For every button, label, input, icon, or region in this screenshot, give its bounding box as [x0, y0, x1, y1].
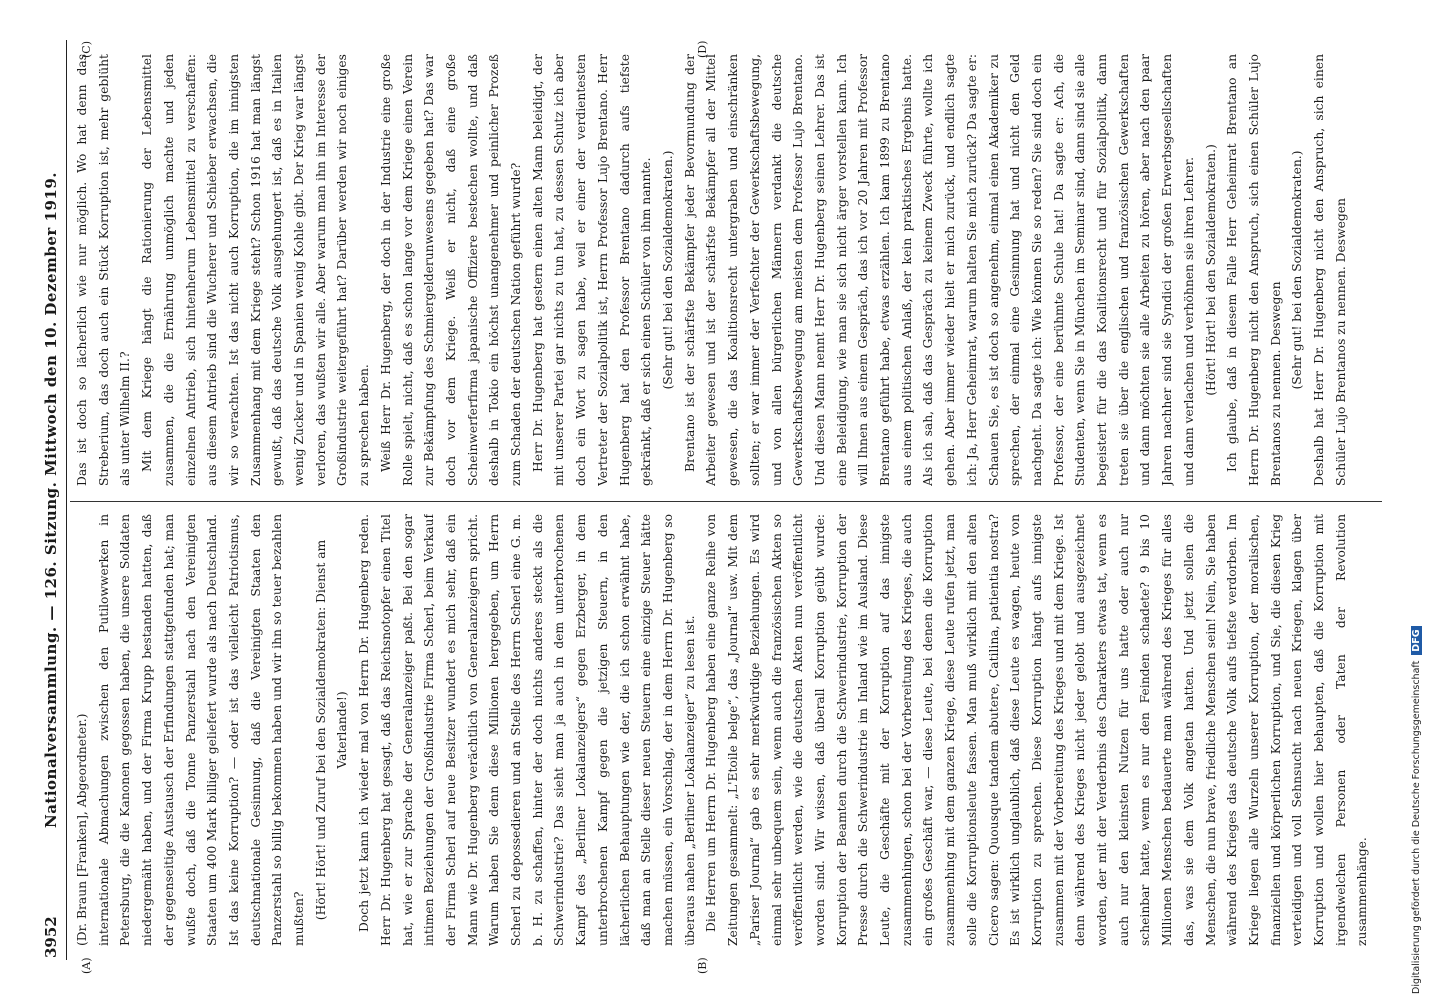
margin-marker-c: (C): [80, 41, 93, 58]
paragraph: Die Herren um Herrn Dr. Hugenberg haben eine ganze Reihe von Zeitungen gesammelt: „L'Etoile belge“, das „Journal“ usw. Mit dem „Pariser Journal“ gab es sehr merkwürdige Beziehungen. Es wird einmal sehr unbequem sein, wenn auch die französischen Akten so veröffentlicht werden, wie die deutschen Akten nun veröffentlicht worden sind. Wir wissen, daß überall Korruption geübt wurde: Korruption der Beamten durch die Schwerindustrie, Korruption der Presse durch die Schwerindustrie im Inland wie im Ausland. Diese Leute, die Geschäfte mit der Korruption auf das innigste zusammenhingen, schon bei der Vorbereitung des Krieges, die auch ein großes Geschäft war, — diese Leute, bei denen die Korruption zusammenhing mit dem ganzen Kriege, diese Leute rufen jetzt, man solle die Korruptionsleute fassen. Man muß wirklich mit den alten Cicero sagen: Quousque tandem abutere, Catilina, patientia nostra? Es ist wirklich unglaublich, daß diese Leute es wagen, heute von Korruption zu sprechen. Diese Korruption hängt aufs innigste zusammen mit der Vorbereitung des Krieges und mit dem Kriege. Ist denn während des Krieges nicht jeder gelobt und ausgezeichnet worden, der mit der Verderbnis des Charakters etwas tat, wenn es auch nur den kleinsten Nutzen für uns hatte oder auch nur scheinbar hatte, wenn es nur den Feinden schadete? 9 bis 10 Millionen Menschen bedauerte man während des Krieges für alles das, was sie dem Volk angetan hatten. Und jetzt sollen die Menschen, die nun brave, friedliche Menschen sein! Nein, Sie haben während des Krieges das deutsche Volk aufs tiefste verdorben. Im Kriege liegen alle Wurzeln unserer Korruption, der moralischen, finanziellen und körperlichen Korruption, und Sie, die diesen Krieg verteidigen und voll Sehnsucht nach neuen Kriegen, klagen über Korruption und wollen hier behaupten, daß die Korruption mit irgendwelchen Personen oder Taten der Revolution zusammenhänge.: [704, 514, 1370, 946]
paragraph: Weiß Herr Dr. Hugenberg, der doch in der Industrie eine große Rolle spielt, nicht, daß es schon lange vor dem Kriege einen Verein zur Bekämpfung des Schmiergelderunwesens gegeben hat? Das war doch vor dem Kriege. Weiß er nicht, daß eine große Scheinwerferfirma japanische Offiziere bestechen wollte, und daß deshalb in Tokio ein höchst unangenehmer und peinlicher Prozeß zum Schaden der deutschen Nation geführt wurde?: [378, 54, 524, 486]
right-column: [72, 54, 1378, 486]
paragraph: Deshalb hat Herr Dr. Hugenberg nicht den Anspruch, sich einen Schüler Lujo Brentanos zu nennen. Deswegen: [1312, 54, 1348, 486]
digitization-note-text: Digitalisierung gefördert durch die Deutsche Forschungsgemeinschaft: [1411, 660, 1422, 994]
page-number: 3952: [42, 916, 60, 958]
interjection: (Hört! Hört! und Zuruf bei den Sozialdemokraten: Dienst am Vaterlande!): [313, 539, 350, 921]
interjection: (Sehr gut! bei den Sozialdemokraten.): [660, 150, 675, 390]
paragraph: Mit dem Kriege hängt die Rationierung der Lebensmittel zusammen, die die Ernährung unmöglich machte und jeden einzelnen Antrieb, sich hintenherum Lebensmittel zu verschaffen: aus diesem Antrieb sind die Wucherer und Schieber erwachsen, die wir so verachten. Ist das nicht auch Korruption, die im innigsten Zusammenhang mit dem Kriege steht? Schon 1916 hat man längst gewußt, daß das deutsche Volk ausgehungert ist, daß es in Italien wenig Zucker und in Spanien wenig Kohle gibt. Der Krieg war längst verloren, das wußten wir alle. Aber warum man ihn im Interesse der Großindustrie weitergeführt hat? Darüber werden wir noch einiges zu sprechen haben.: [140, 54, 372, 486]
column-divider: [70, 501, 1382, 502]
page-header: [36, 40, 67, 960]
document-page: [36, 40, 1396, 974]
interjection: (Hört! Hört! bei den Sozialdemokraten.): [1203, 144, 1218, 396]
margin-marker-a: (A): [80, 957, 93, 974]
paragraph: Doch jetzt kann ich wieder mal von Herrn Dr. Hugenberg reden. Herr Dr. Hugenberg hat gesagt, daß das Reichsnotopfer einen Titel hat, wie er zur Sprache der Generalanzeiger paßt. Bei den sogar intimen Beziehungen der Großindustrie Firma Scherl, beim Verkauf der Firma Scherl auf neue Besitzer wundert es mich sehr, daß ein Mann wie Dr. Hugenberg verächtlich von Generalanzeigern spricht. Warum haben Sie denn diese Millionen hergegeben, um Herrn Scherl zu depossedieren und an Stelle des Herrn Scherl eine G. m. b. H. zu schaffen, hinter der doch nichts anderes steckt als die Schwerindustrie? Das sieht man ja auch in dem unterbrochenen Kampf des „Berliner Lokalanzeigers“ gegen Erzberger, in dem unterbrochenen Kampf gegen die jetzigen Steuern, in den lächerlichen Behauptungen wie der, die ich schon erwähnt habe, daß man an Stelle dieser neuen Steuern eine einzige Steuer hätte machen müssen, ein Vorschlag, der in dem Herrn Dr. Hugenberg so überaus nahen „Berliner Lokalanzeiger“ zu lesen ist.: [357, 514, 697, 946]
margin-marker-d: (D): [696, 40, 709, 58]
paragraph: internationale Abmachungen zwischen den Putilowwerken in Petersburg, die die Kanonen gegossen haben, die unsere Soldaten niedergemäht haben, und der Firma Krupp bestanden hatten, daß der gegenseitige Austausch der Erfindungen stattgefunden hat; man wußte doch, daß die Tonne Panzerstahl nach den Vereinigten Staaten um 400 Mark billiger geliefert wurde als nach Deutschland. Ist das keine Korruption? — oder ist das vielleicht Patriotismus, deutschnationale Gesinnung, daß die Vereinigten Staaten den Panzerstahl so billig bekommen haben und wir ihn so teuer bezahlen mußten?: [96, 514, 307, 946]
dfg-logo: DFG: [1411, 627, 1422, 655]
left-column: [72, 514, 1378, 946]
paragraph: Ich glaube, daß in diesem Falle Herr Geheimrat Brentano an Herrn Dr. Hugenberg nicht den Anspruch, sich einen Schüler Lujo Brentanos zu nennen. Deswegen: [1225, 54, 1283, 486]
paragraph: Herr Dr. Hugenberg hat gestern einen alten Mann beleidigt, der mit unserer Partei gar nichts zu tun hat, zu dessen Schutz ich aber doch ein Wort zu sagen habe, weil er einer der verdientesten Vertreter der Sozialpolitik ist, Herrn Professor Lujo Brentano. Herr Hugenberg hat den Professor Brentano dadurch aufs tiefste gekränkt, daß er sich einen Schüler von ihm nannte.: [530, 54, 654, 486]
interjection: (Sehr gut! bei den Sozialdemokraten.): [1290, 150, 1305, 390]
speaker-line: (Dr. Braun [Franken], Abgeordneter.): [75, 713, 89, 946]
margin-marker-b: (B): [696, 957, 709, 974]
digitization-note: [1406, 4, 1428, 994]
page-title: Nationalversammlung. — 126. Sitzung. Mittwoch den 10. Dezember 1919.: [42, 171, 60, 829]
paragraph: Brentano ist der schärfste Bekämpfer jeder Bevormundung der Arbeiter gewesen und ist der schärfste Bekämpfer all der Mittel gewesen, die das Koalitionsrecht untergraben und einschränken sollten; er war immer der Verfechter der Gewerkschaftsbewegung, und von allen bürgerlichen Männern verdankt die deutsche Gewerkschaftsbewegung am meisten dem Professor Lujo Brentano. Und diesen Mann nennt Herr Dr. Hugenberg seinen Lehrer. Das ist eine Beleidigung, wie man sie sich nicht ärger vorstellen kann. Ich will Ihnen aus einem Gespräch, das ich vor 20 Jahren mit Professor Brentano geführt habe, etwas erzählen. Ich kam 1899 zu Brentano aus einem politischen Anlaß, der kein praktisches Ergebnis hatte. Als ich sah, daß das Gespräch zu keinem Zweck führte, wollte ich gehen. Aber immer wieder hielt er mich zurück, und endlich sagte ich: Ja, Herr Geheimrat, warum halten Sie mich zurück? Da sagte er: Schauen Sie, es ist doch so angenehm, einmal einen Akademiker zu sprechen, der einmal eine Gesinnung hat und nicht den Geld nachgeht. Da sagte ich: Wie können Sie so reden? Sie sind doch ein Professor, der eine berühmte Schule hat! Da sagte er: Ach, die Studenten, wenn Sie in München im Seminar sind, dann sind sie alle begeistert für die das Koalitionsrecht und für Sozialpolitik, dann treten sie über die englischen und französischen Gewerkschaften und dann möchten sie alle Arbeiten zu hören, aber nach den paar Jahren nachher sind sie Syndici der großen Erwerbsgesellschaften und dann verlachen und verhöhnen sie ihren Lehrer.: [682, 54, 1196, 486]
paragraph: Das ist doch so lächerlich wie nur möglich. Wo hat denn das Streberium, das doch auch ein Stück Korruption ist, mehr geblüht als unter Wilhelm II.?: [75, 54, 133, 486]
